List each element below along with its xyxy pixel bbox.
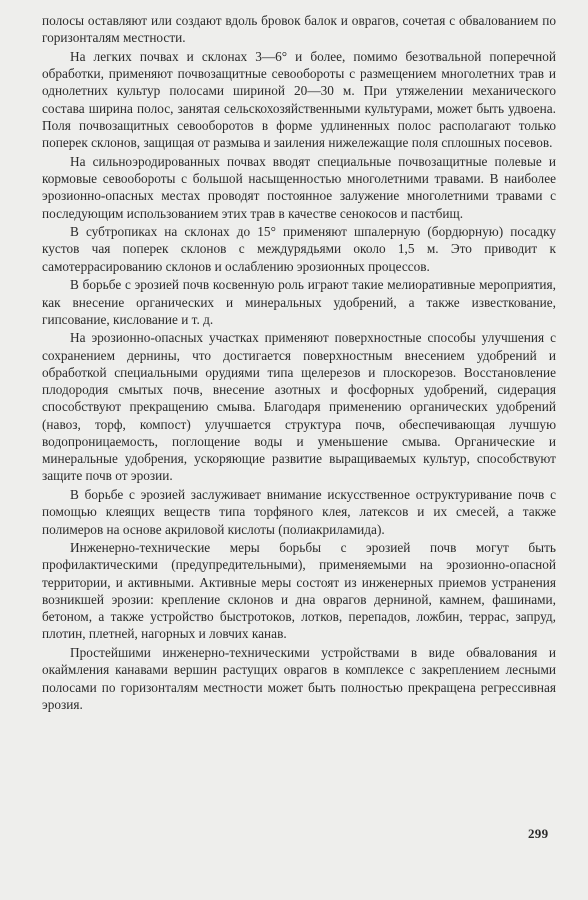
paragraph-1-continuation: полосы оставляют или создают вдоль бровок балок и оврагов, сочетая с обвалованием по горизонталям местности. — [42, 13, 556, 46]
paragraph-simplest-devices: Простейшими инженерно-техническими устройствами в виде обвалования и окаймления канавами вершин растущих оврагов в комплексе с закреплением лесными полосами по горизонталям местности может быть полностью прекращена регрессивная эрозия. — [42, 645, 556, 712]
page-number: 299 — [528, 826, 549, 841]
paragraph-light-soils: На легких почвах и склонах 3—6° и более, помимо безотвальной поперечной обработки, применяют почвозащитные севообороты с размещением многолетних трав и однолетних культур полосами шириной 20—30 м. При утяжелении механического состава ширина полос, занятая сельскохозяйственными культурами, может быть удвоена. Поля почвозащитных севооборотов в форме удлиненных полос располагают только поперек склонов, защищая от размыва и заиления нижележащие поля сплошных посевов. — [42, 48, 556, 151]
paragraph-structuring: В борьбе с эрозией заслуживает внимание искусственное оструктуривание почв с помощью клеящих веществ типа торфяного клея, латексов и их смесей, а также полимеров на основе акриловой кислоты (полиакриламида). — [42, 487, 556, 537]
body-text — [42, 12, 556, 715]
paragraph-surface-methods: На эрозионно-опасных участках применяют поверхностные способы улучшения с сохранением дернины, что достигается поверхностным внесением удобрений и обработкой специальными орудиями типа щелерезов и плоскорезов. Восстановление плодородия смытых почв, внесение азотных и фосфорных удобрений, сидерация способствуют прекращению смыва. Благодаря применению органических удобрений (навоз, торф, компост) улучшается структура почв, обеспечивающая лучшую водопроницаемость, поглощение воды и уменьшение смыва. Органические и минеральные удобрения, ускоряющие развитие выращиваемых культур, способствуют защите почв от эрозии. — [42, 330, 556, 484]
paragraph-engineering-measures: Инженерно-технические меры борьбы с эрозией почв могут быть профилактическими (предупредительными), применяемыми на эрозионно-опасной территории, и активными. Активные меры состоят из инженерных приемов устранения возникшей эрозии: крепление склонов и дна оврагов дерниной, камнем, фашинами, бетоном, а также устройство быстротоков, лотков, перепадов, ложбин, террас, запруд, плотин, плетней, нагорных и ловчих канав. — [42, 540, 556, 642]
paragraph-subtropics: В субтропиках на склонах до 15° применяют шпалерную (бордюрную) посадку кустов чая поперек склонов с междурядьями около 1,5 м. Это приводит к самотеррасированию склонов и ослаблению эрозионных процессов. — [42, 224, 556, 274]
paragraph-meliorative: В борьбе с эрозией почв косвенную роль играют такие мелиоративные мероприятия, как внесение органических и минеральных удобрений, а также известкование, гипсование, кислование и т. д. — [42, 277, 556, 327]
paragraph-eroded-soils: На сильноэродированных почвах вводят специальные почвозащитные полевые и кормовые севообороты с большой насыщенностью многолетними травами. В наиболее эрозионно-опасных местах проводят постоянное залужение многолетними травами с последующим использованием этих трав в качестве сенокосов и пастбищ. — [42, 153, 556, 221]
